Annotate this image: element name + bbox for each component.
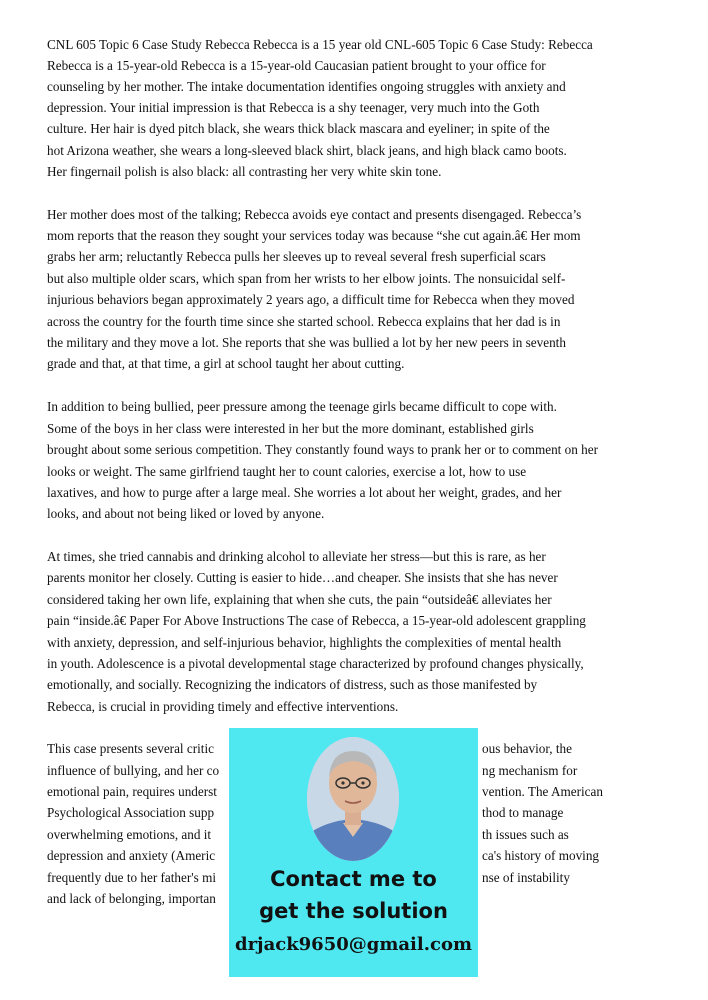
text-line: depression and anxiety (Americ — [47, 848, 216, 863]
text-line: At times, she tried cannabis and drinking alcohol to alleviate her stress—but this is rare, as her — [47, 549, 546, 564]
text-line: injurious behaviors began approximately 2 years ago, a difficult time for Rebecca when they moved — [47, 292, 575, 307]
text-line: across the country for the fourth time since she started school. Rebecca explains that her dad is in — [47, 314, 561, 329]
text-line: looks or weight. The same girlfriend taught her to count calories, exercise a lot, how to use — [47, 464, 527, 479]
text-line: influence of bullying, and her co — [47, 763, 220, 778]
text-line: grade and that, at that time, a girl at school taught her about cutting. — [47, 356, 405, 371]
text-fragment: ca's history of moving — [482, 848, 600, 863]
text-line: This case presents several critic — [47, 741, 214, 756]
text-line: depression. Your initial impression is that Rebecca is a shy teenager, very much into the Goth — [47, 100, 540, 115]
text-line: mom reports that the reason they sought your services today was because “she cut again.â€ Her mom — [47, 228, 581, 243]
man-portrait-photo — [307, 737, 399, 861]
text-fragment: vention. The American — [482, 784, 603, 799]
text-fragment: thod to manage — [482, 805, 564, 820]
text-line: Her mother does most of the talking; Rebecca avoids eye contact and presents disengaged. Rebecca’s — [47, 207, 582, 222]
text-line: culture. Her hair is dyed pitch black, she wears thick black mascara and eyeliner; in spite of the — [47, 121, 550, 136]
text-line: but also multiple older scars, which span from her wrists to her elbow joints. The nonsuicidal self- — [47, 271, 566, 286]
text-line: Psychological Association supp — [47, 805, 215, 820]
text-line: Rebecca is a 15-year-old Rebecca is a 15-year-old Caucasian patient brought to your office for — [47, 58, 546, 73]
text-line: emotionally, and socially. Recognizing the indicators of distress, such as those manifested by — [47, 677, 538, 692]
text-line: laxatives, and how to purge after a large meal. She worries a lot about her weight, grades, and her — [47, 485, 562, 500]
text-line: Some of the boys in her class were interested in her but the more dominant, established girls — [47, 421, 534, 436]
text-line: Her fingernail polish is also black: all contrasting her very white skin tone. — [47, 164, 442, 179]
text-line: in youth. Adolescence is a pivotal developmental stage characterized by profound changes physically, — [47, 656, 584, 671]
text-line: looks, and about not being liked or loved by anyone. — [47, 506, 325, 521]
text-fragment: th issues such as — [482, 827, 569, 842]
text-line: hot Arizona weather, she wears a long-sleeved black shirt, black jeans, and high black camo boots. — [47, 143, 567, 158]
text-line: the military and they move a lot. She reports that she was bullied a lot by her new peers in seventh — [47, 335, 566, 350]
text-line: and lack of belonging, importan — [47, 891, 216, 906]
text-line: pain “inside.â€ Paper For Above Instructions The case of Rebecca, a 15-year-old adolescent grappling — [47, 613, 586, 628]
text-fragment: ng mechanism for — [482, 763, 578, 778]
text-line: CNL 605 Topic 6 Case Study Rebecca Rebecca is a 15 year old CNL-605 Topic 6 Case Study: Rebecca — [47, 37, 593, 52]
text-line: frequently due to her father's mi — [47, 870, 216, 885]
text-line: grabs her arm; reluctantly Rebecca pulls her sleeves up to reveal several fresh superficial scars — [47, 249, 546, 264]
text-line: brought about some serious competition. They constantly found ways to prank her or to comment on her — [47, 442, 598, 457]
portrait-illustration — [307, 737, 399, 861]
ad-headline-line2: get the solution — [259, 899, 448, 923]
text-line: Rebecca, is crucial in providing timely and effective interventions. — [47, 699, 399, 714]
text-line: parents monitor her closely. Cutting is easier to hide…and cheaper. She insists that she has never — [47, 570, 558, 585]
text-fragment: ous behavior, the — [482, 741, 572, 756]
text-line: overwhelming emotions, and it — [47, 827, 212, 842]
text-line: counseling by her mother. The intake documentation identifies ongoing struggles with anxiety and — [47, 79, 566, 94]
ad-headline-line1: Contact me to — [270, 867, 437, 891]
text-line: In addition to being bullied, peer pressure among the teenage girls became difficult to cope with. — [47, 399, 557, 414]
contact-ad-banner[interactable] — [229, 728, 478, 977]
text-fragment: nse of instability — [482, 870, 570, 885]
text-line: considered taking her own life, explaining that when she cuts, the pain “outsideâ€ alleviates her — [47, 592, 552, 607]
text-line: emotional pain, requires underst — [47, 784, 217, 799]
text-line: with anxiety, depression, and self-injurious behavior, highlights the complexities of mental health — [47, 635, 562, 650]
contact-email-link[interactable]: drjack9650@gmail.com — [234, 934, 473, 955]
